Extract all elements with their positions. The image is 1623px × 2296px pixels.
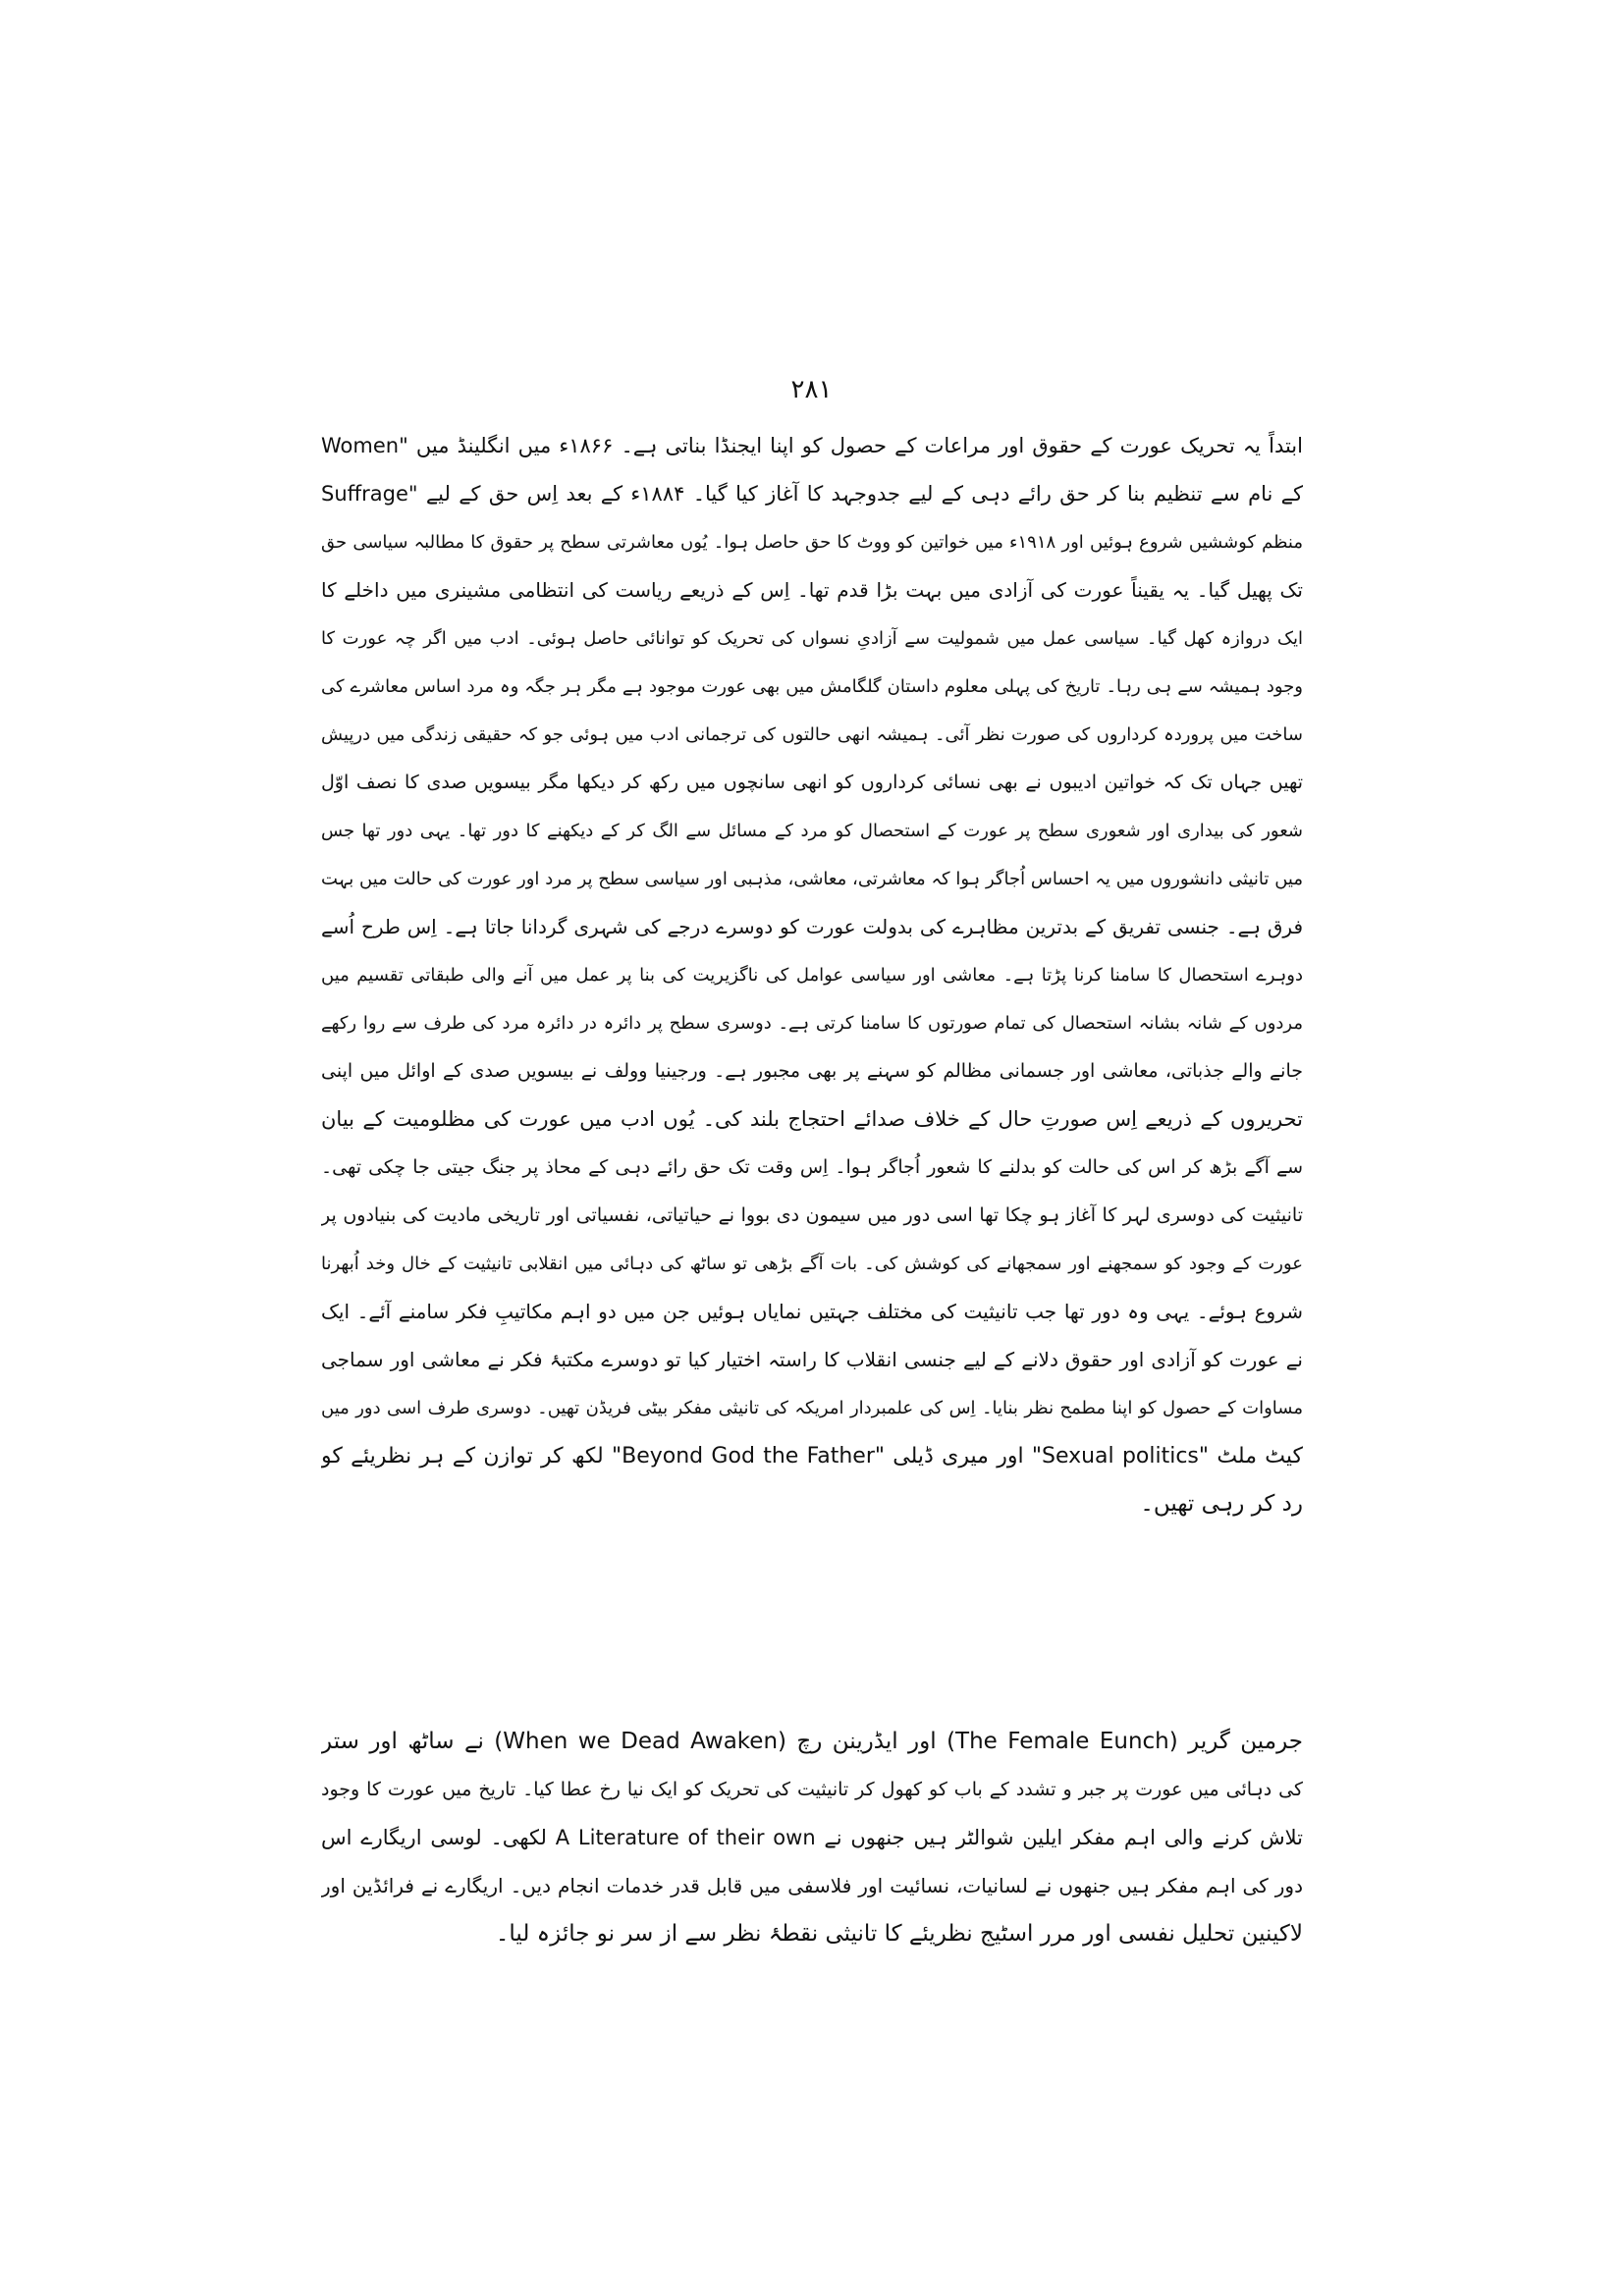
paragraph-line: مردوں کے شانہ بشانہ استحصال کی تمام صورتوں کا سامنا کرتی ہے۔ دوسری سطح پر دائرہ در دائرہ مرد کی طرف سے روا رکھے bbox=[321, 1013, 1303, 1034]
paragraph-line: نے عورت کو آزادی اور حقوق دلانے کے لیے جنسی انقلاب کا راستہ اختیار کیا تو دوسرے مکتبۂ فکر نے معاشی اور سماجی bbox=[321, 1348, 1303, 1371]
paragraph-line: رد کر رہی تھیں۔ bbox=[1140, 1491, 1303, 1517]
paragraph-line: جانے والے جذباتی، معاشی اور جسمانی مظالم کو سہنے پر بھی مجبور ہے۔ ورجینیا وولف نے بیسویں صدی کے اوائل میں اپنی bbox=[321, 1060, 1303, 1082]
paragraph-line: شعور کی بیداری اور شعوری سطح پر عورت کے استحصال کو مرد کے مسائل سے الگ کر کے دیکھنے کا دور تھا۔ یہی دور تھا جس bbox=[321, 821, 1303, 841]
paragraph-line: تھیں جہاں تک کہ خواتین ادیبوں نے بھی نسائی کرداروں کو انھی سانچوں میں رکھ کر دیکھا مگر بیسویں صدی کا نصف اوّل bbox=[321, 772, 1303, 793]
paragraph-line: لاکینین تحلیل نفسی اور مرر اسٹیج نظریئے کا تانیثی نقطۂ نظر سے از سر نو جائزہ لیا۔ bbox=[495, 1921, 1303, 1947]
paragraph-line: فرق ہے۔ جنسی تفریق کے بدترین مظاہرے کی بدولت عورت کو دوسرے درجے کی شہری گردانا جاتا ہے۔ اِس طرح اُسے bbox=[321, 915, 1303, 938]
paragraph-line: کی دہائی میں عورت پر جبر و تشدد کے باب کو کھول کر تانیثیت کی تحریک کو ایک نیا رخ عطا کیا۔ تاریخ میں عورت کا وجود bbox=[321, 1779, 1303, 1800]
paragraph-line: دور کی اہم مفکر ہیں جنھوں نے لسانیات، نسائیت اور فلاسفی میں قابل قدر خدمات انجام دیں۔ اریگارے نے فرائڈین اور bbox=[321, 1874, 1303, 1897]
paragraph-line: سے آگے بڑھ کر اس کی حالت کو بدلنے کا شعور اُجاگر ہوا۔ اِس وقت تک حق رائے دہی کے محاذ پر جنگ جیتی جا چکی تھی۔ bbox=[321, 1156, 1303, 1178]
paragraph-line: میں تانیثی دانشوروں میں یہ احساس اُجاگر ہوا کہ معاشرتی، معاشی، مذہبی اور سیاسی سطح پر مرد اور عورت کی حالت میں بہت bbox=[321, 869, 1303, 889]
paragraph-line: دوہرے استحصال کا سامنا کرنا پڑتا ہے۔ معاشی اور سیاسی عوامل کی ناگزیریت کی بنا پر عمل میں آنے والی طبقاتی تقسیم میں bbox=[321, 965, 1303, 986]
paragraph-line: تک پھیل گیا۔ یہ یقیناً عورت کی آزادی میں بہت بڑا قدم تھا۔ اِس کے ذریعے ریاست کی انتظامی مشینری میں داخلے کا bbox=[321, 578, 1303, 602]
paragraph-line: ایک دروازہ کھل گیا۔ سیاسی عمل میں شمولیت سے آزادیِ نسواں کی تحریک کو توانائی حاصل ہوئی۔ ادب میں اگر چہ عورت کا bbox=[321, 628, 1303, 649]
paragraph-line: تانیثیت کی دوسری لہر کا آغاز ہو چکا تھا اسی دور میں سیمون دی بووا نے حیاتیاتی، نفسیاتی اور تاریخی مادیت کی بنیادوں پر bbox=[321, 1204, 1303, 1226]
paragraph-line: عورت کے وجود کو سمجھنے اور سمجھانے کی کوشش کی۔ بات آگے بڑھی تو ساٹھ کی دہائی میں انقلابی تانیثیت کے خال وخد اُبھرنا bbox=[321, 1254, 1303, 1274]
paragraph-line: تلاش کرنے والی اہم مفکر ایلین شوالٹر ہیں جنھوں نے A Literature of their own لکھی۔ لوسی اریگارے اس bbox=[321, 1826, 1303, 1849]
paragraph-line: منظم کوششیں شروع ہوئیں اور ۱۹۱۸ء میں خواتین کو ووٹ کا حق حاصل ہوا۔ یُوں معاشرتی سطح پر حقوق کا مطالبہ سیاسی حق bbox=[321, 532, 1303, 553]
paragraph-line: جرمین گریر (The Female Eunch) اور ایڈرینن رچ (When we Dead Awaken) نے ساٹھ اور ستر bbox=[321, 1729, 1303, 1754]
paragraph-line: وجود ہمیشہ سے ہی رہا۔ تاریخ کی پہلی معلوم داستان گلگامش میں بھی عورت موجود ہے مگر ہر جگہ وہ مرد اساس معاشرے کی bbox=[321, 676, 1303, 697]
paragraph-line: Suffrage" کے نام سے تنظیم بنا کر حق رائے دہی کے لیے جدوجہد کا آغاز کیا گیا۔ ۱۸۸۴ء کے بعد اِس حق کے لیے bbox=[321, 482, 1303, 506]
page-number: ۲۸۱ bbox=[790, 375, 833, 404]
paragraph-line: ساخت میں پروردہ کرداروں کی صورت نظر آئی۔ ہمیشہ انھی حالتوں کی ترجمانی ادب میں ہوئی جو کہ حقیقی زندگی میں درپیش bbox=[321, 724, 1303, 745]
paragraph-line: شروع ہوئے۔ یہی وہ دور تھا جب تانیثیت کی مختلف جہتیں نمایاں ہوئیں جن میں دو اہم مکاتیبِ فکر سامنے آئے۔ ایک bbox=[321, 1300, 1303, 1323]
paragraph-line: کیٹ ملٹ "Sexual politics" اور میری ڈیلی "Beyond God the Father" لکھ کر توازن کے ہر نظریئے کو bbox=[321, 1444, 1303, 1468]
paragraph-1 bbox=[321, 422, 1303, 1528]
paragraph-line: مساوات کے حصول کو اپنا مطمح نظر بنایا۔ اِس کی علمبردار امریکہ کی تانیثی مفکر بیٹی فریڈن تھیں۔ دوسری طرف اسی دور میں bbox=[321, 1398, 1303, 1418]
paragraph-line: ابتداً یہ تحریک عورت کے حقوق اور مراعات کے حصول کو اپنا ایجنڈا بناتی ہے۔ ۱۸۶۶ء میں انگلینڈ میں "Women bbox=[321, 434, 1303, 457]
paragraph-line: تحریروں کے ذریعے اِس صورتِ حال کے خلاف صدائے احتجاج بلند کی۔ یُوں ادب میں عورت کی مظلومیت کے بیان bbox=[321, 1107, 1303, 1131]
paragraph-2 bbox=[321, 1718, 1303, 1958]
